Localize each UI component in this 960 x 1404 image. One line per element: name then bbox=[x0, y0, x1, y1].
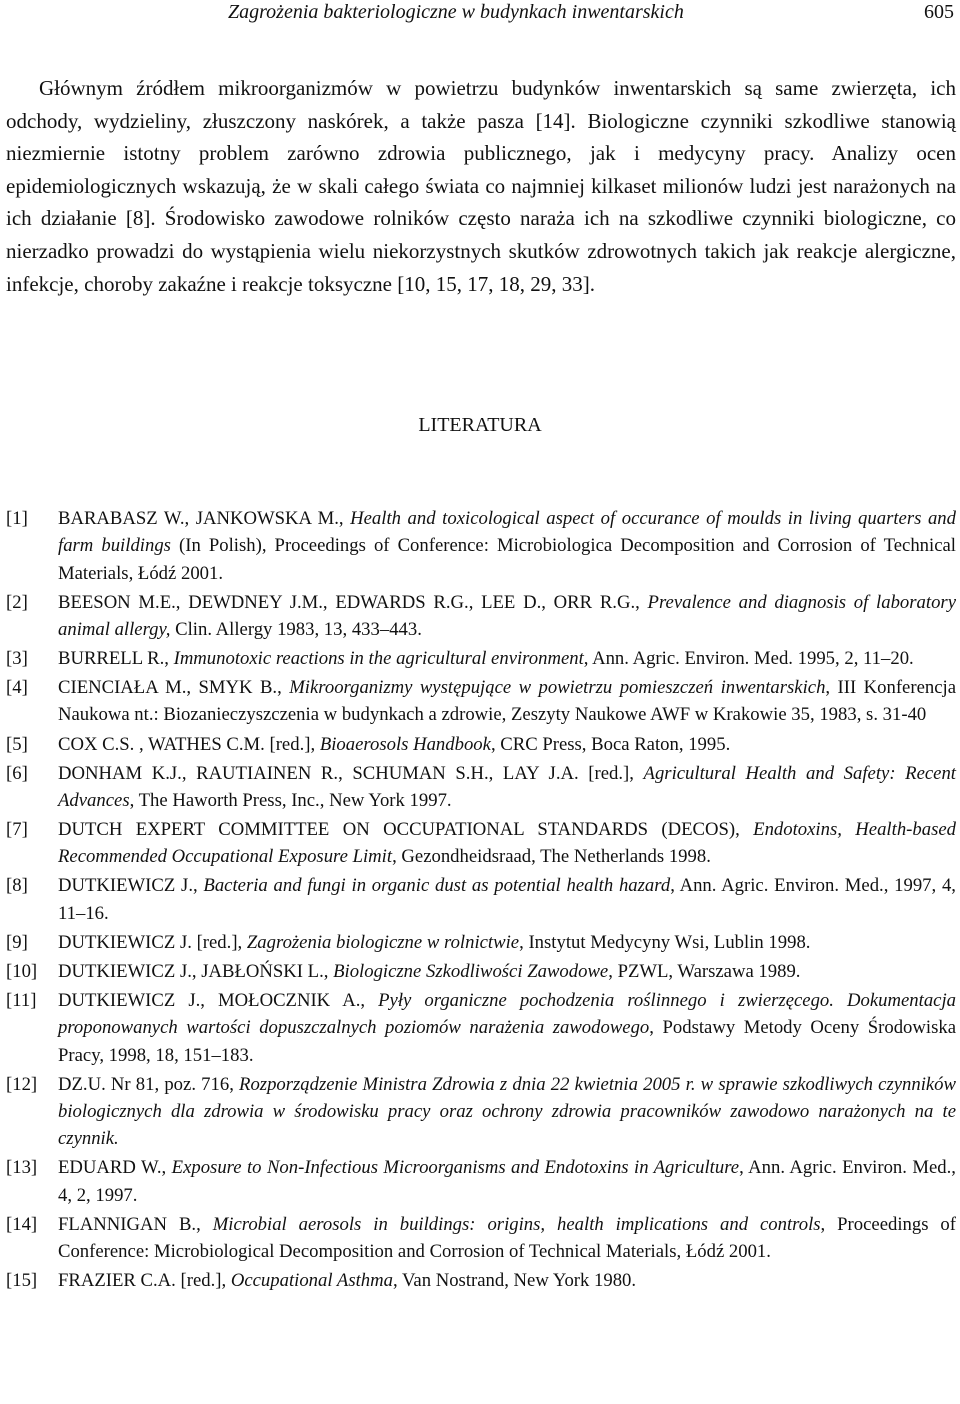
reference-title: Bioaerosols Handbook bbox=[319, 733, 491, 755]
reference-details: , Van Nostrand, New York 1980. bbox=[392, 1270, 637, 1292]
reference-details: , Proceedings of Conference: Microbiological Decomposition and Corrosion of Technical Materials, Łódź 2001. bbox=[58, 1213, 956, 1263]
reference-number: [11] bbox=[6, 990, 37, 1012]
reference-item bbox=[6, 589, 956, 644]
reference-authors: FRAZIER C.A. [red.], bbox=[58, 1270, 231, 1292]
reference-item bbox=[6, 1211, 956, 1266]
reference-item bbox=[6, 1154, 956, 1209]
reference-number: [9] bbox=[6, 931, 28, 953]
reference-authors: DUTKIEWICZ J., bbox=[58, 875, 204, 897]
reference-title: Endotoxins, Health-based Recommended Occupational Exposure Limit bbox=[58, 819, 956, 868]
reference-details: , Gezondheidsraad, The Netherlands 1998. bbox=[392, 846, 711, 868]
reference-details: , Podstawy Metody Oceny Środowiska Pracy, 1998, 18, 151–183. bbox=[58, 1017, 956, 1066]
reference-details: , PZWL, Warszawa 1989. bbox=[608, 960, 801, 982]
reference-authors: CIENCIAŁA M., SMYK B., bbox=[58, 677, 290, 699]
page-number: 605 bbox=[924, 1, 954, 23]
reference-details: , Ann. Agric. Environ. Med., 1997, 4, 11–16. bbox=[58, 875, 956, 924]
reference-item bbox=[6, 1071, 956, 1153]
reference-number: [3] bbox=[6, 648, 28, 670]
reference-title: Exposure to Non-Infectious Microorganisms and Endotoxins in Agriculture bbox=[171, 1157, 740, 1179]
reference-number: [2] bbox=[6, 591, 28, 613]
reference-authors: BARABASZ W., JANKOWSKA M., bbox=[58, 508, 351, 529]
body-paragraph-text: Głównym źródłem mikroorganizmów w powietrzu budynków inwentarskich są same zwierzęta, ich odchody, wydzieliny, złuszczony naskórek, a także pasza [14]. Biologiczne czynniki szkodliwe stanowią niezmiernie istotny problem zarówno zdrowia publicznego, jak i medycyny pracy. Analizy ocen epidemiologicznych wskazują, że w skali całego świata co najmniej kilkaset milionów ludzi jest narażonych na ich działanie [8]. Środowisko zawodowe rolników często naraża ich na szkodliwe czynniki biologiczne, co nierzadko prowadzi do wystąpienia wielu niekorzystnych skutków zdrowotnych takich jak reakcje alergiczne, infekcje, choroby zakaźne i reakcje toksyczne [10, 15, 17, 18, 29, 33]. bbox=[6, 76, 956, 296]
reference-number: [1] bbox=[6, 508, 28, 529]
reference-authors: DUTKIEWICZ J., MOŁOCZNIK A., bbox=[58, 990, 379, 1012]
reference-title: Immunotoxic reactions in the agricultural environment bbox=[173, 648, 584, 670]
reference-number: [10] bbox=[6, 960, 38, 982]
section-heading: LITERATURA bbox=[418, 414, 542, 436]
reference-authors: EDUARD W., bbox=[58, 1157, 172, 1179]
reference-authors: DUTKIEWICZ J., JABŁOŃSKI L., bbox=[58, 960, 334, 982]
reference-title: Health and toxicological aspect of occurance of moulds in living quarters and farm buildings bbox=[58, 508, 956, 557]
reference-title: Occupational Asthma bbox=[230, 1270, 393, 1292]
reference-number: [12] bbox=[6, 1073, 38, 1095]
reference-authors: DZ.U. Nr 81, poz. 716, bbox=[58, 1073, 240, 1095]
reference-title: Mikroorganizmy występujące w powietrzu pomieszczeń inwentarskich bbox=[289, 677, 826, 699]
reference-details: , Ann. Agric. Environ. Med., 4, 2, 1997. bbox=[58, 1157, 956, 1206]
reference-title: Prevalence and diagnosis of laboratory animal allergy, bbox=[58, 591, 956, 640]
reference-number: [15] bbox=[6, 1270, 38, 1292]
reference-title: Biologiczne Szkodliwości Zawodowe bbox=[333, 960, 609, 982]
running-header bbox=[0, 0, 960, 28]
reference-list bbox=[6, 505, 956, 1296]
reference-title: Microbial aerosols in buildings: origins, health implications and controls bbox=[212, 1213, 821, 1235]
reference-item bbox=[6, 505, 956, 587]
reference-number: [14] bbox=[6, 1213, 38, 1235]
reference-item bbox=[6, 929, 956, 956]
reference-item bbox=[6, 987, 956, 1069]
reference-number: [4] bbox=[6, 677, 28, 699]
reference-authors: COX C.S. , WATHES C.M. [red.], bbox=[58, 733, 320, 755]
reference-title: Bacteria and fungi in organic dust as potential health hazard bbox=[203, 875, 671, 897]
reference-details: (In Polish), Proceedings of Conference: Microbiologica Decomposition and Corrosion of Technical Materials, Łódź 2001. bbox=[58, 535, 956, 584]
reference-number: [7] bbox=[6, 819, 28, 841]
reference-details: , Instytut Medycyny Wsi, Lublin 1998. bbox=[519, 931, 811, 953]
reference-item bbox=[6, 674, 956, 729]
reference-item bbox=[6, 760, 956, 815]
reference-number: [5] bbox=[6, 733, 28, 755]
reference-authors: FLANNIGAN B., bbox=[58, 1213, 213, 1235]
reference-item bbox=[6, 731, 956, 758]
reference-title: Agricultural Health and Safety: Recent Advances bbox=[58, 762, 956, 811]
reference-authors: BEESON M.E., DEWDNEY J.M., EDWARDS R.G., LEE D., ORR R.G., bbox=[58, 591, 648, 613]
running-title: Zagrożenia bakteriologiczne w budynkach inwentarskich bbox=[228, 1, 684, 23]
reference-item bbox=[6, 872, 956, 927]
reference-item bbox=[6, 1267, 956, 1294]
reference-number: [6] bbox=[6, 762, 28, 784]
reference-details: , III Konferencja Naukowa nt.: Biozanieczyszczenia w budynkach a zdrowie, Zeszyty Naukowe AWF w Krakowie 35, 1983, s. 31-40 bbox=[58, 677, 956, 726]
reference-details: , Ann. Agric. Environ. Med. 1995, 2, 11–20. bbox=[583, 648, 914, 670]
reference-item bbox=[6, 816, 956, 871]
reference-details: , The Haworth Press, Inc., New York 1997. bbox=[129, 789, 452, 811]
reference-number: [8] bbox=[6, 875, 28, 897]
reference-details: , CRC Press, Boca Raton, 1995. bbox=[490, 733, 731, 755]
reference-item bbox=[6, 958, 956, 985]
reference-item bbox=[6, 645, 956, 672]
reference-authors: DUTKIEWICZ J. [red.], bbox=[58, 931, 247, 953]
reference-authors: DUTCH EXPERT COMMITTEE ON OCCUPATIONAL STANDARDS (DECOS), bbox=[58, 819, 754, 841]
reference-number: [13] bbox=[6, 1157, 38, 1179]
reference-authors: DONHAM K.J., RAUTIAINEN R., SCHUMAN S.H., LAY J.A. [red.], bbox=[58, 762, 644, 784]
reference-title: Zagrożenia biologiczne w rolnictwie bbox=[246, 931, 520, 953]
reference-authors: BURRELL R., bbox=[58, 648, 174, 670]
reference-title: Pyły organiczne pochodzenia roślinnego i zwierzęcego. Dokumentacja proponowanych wartości dopuszczalnych poziomów narażenia zawodowego bbox=[58, 990, 956, 1039]
body-paragraph bbox=[6, 72, 956, 300]
reference-title: Rozporządzenie Ministra Zdrowia z dnia 22 kwietnia 2005 r. w sprawie szkodliwych czynników biologicznych dla zdrowia w środowisku pracy oraz ochrony zdrowia pracowników zawodowo narażonych na te czynnik. bbox=[58, 1073, 956, 1150]
reference-details: Clin. Allergy 1983, 13, 433–443. bbox=[170, 618, 422, 640]
